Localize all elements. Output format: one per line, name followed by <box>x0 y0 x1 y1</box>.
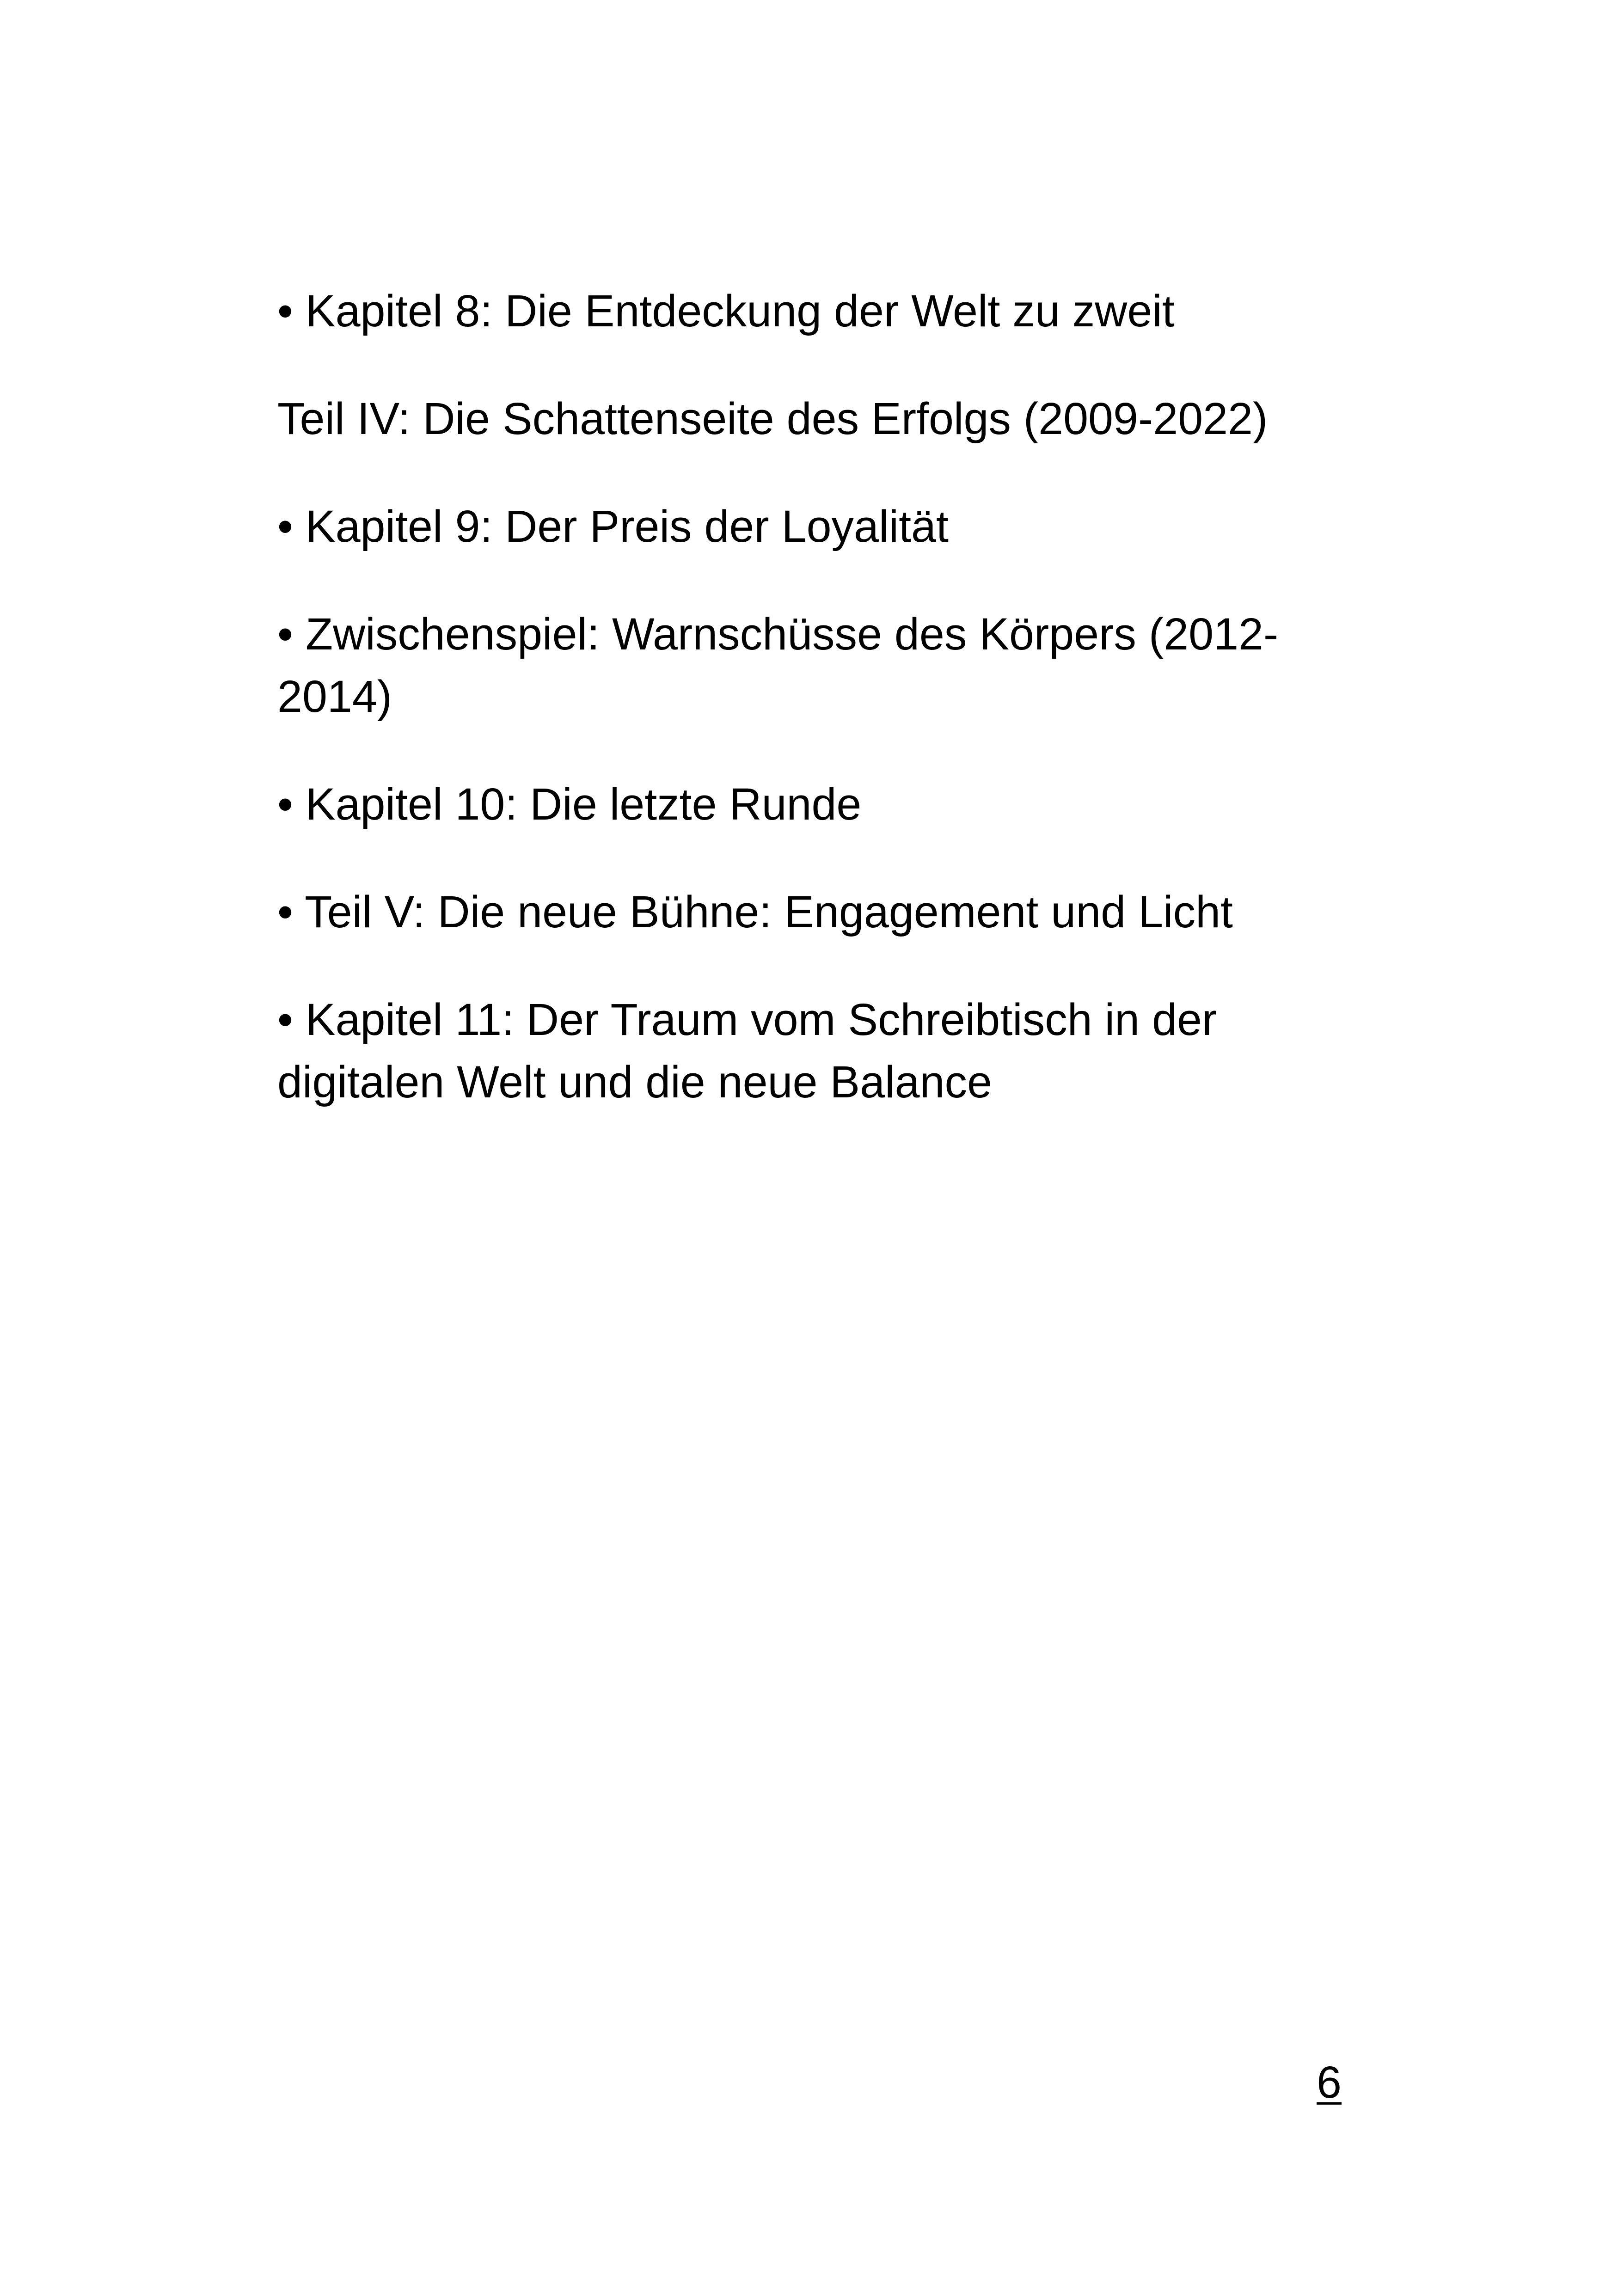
toc-entry-text: Teil IV: Die Schattenseite des Erfolgs (2009-2022) <box>277 393 1268 444</box>
table-of-contents <box>277 280 1341 1158</box>
toc-entry-teil-iv <box>277 387 1341 450</box>
toc-entry-kapitel-11 <box>277 988 1341 1113</box>
toc-entry-kapitel-8 <box>277 280 1341 342</box>
toc-entry-text: • Zwischenspiel: Warnschüsse des Körpers (2012- <box>277 609 1279 659</box>
toc-entry-text: • Kapitel 10: Die letzte Runde <box>277 779 862 829</box>
toc-entry-text: • Kapitel 9: Der Preis der Loyalität <box>277 501 949 551</box>
toc-entry-kapitel-10 <box>277 773 1341 835</box>
toc-entry-text: • Kapitel 11: Der Traum vom Schreibtisch in der <box>277 994 1217 1045</box>
page-number: 6 <box>1317 2057 1342 2107</box>
toc-entry-zwischenspiel <box>277 603 1341 728</box>
toc-entry-continuation: digitalen Welt und die neue Balance <box>277 1057 992 1107</box>
toc-entry-text: • Teil V: Die neue Bühne: Engagement und Licht <box>277 887 1233 937</box>
toc-entry-continuation: 2014) <box>277 671 392 722</box>
toc-entry-teil-v <box>277 881 1341 943</box>
toc-entry-kapitel-9 <box>277 495 1341 557</box>
toc-entry-text: • Kapitel 8: Die Entdeckung der Welt zu zweit <box>277 286 1175 336</box>
